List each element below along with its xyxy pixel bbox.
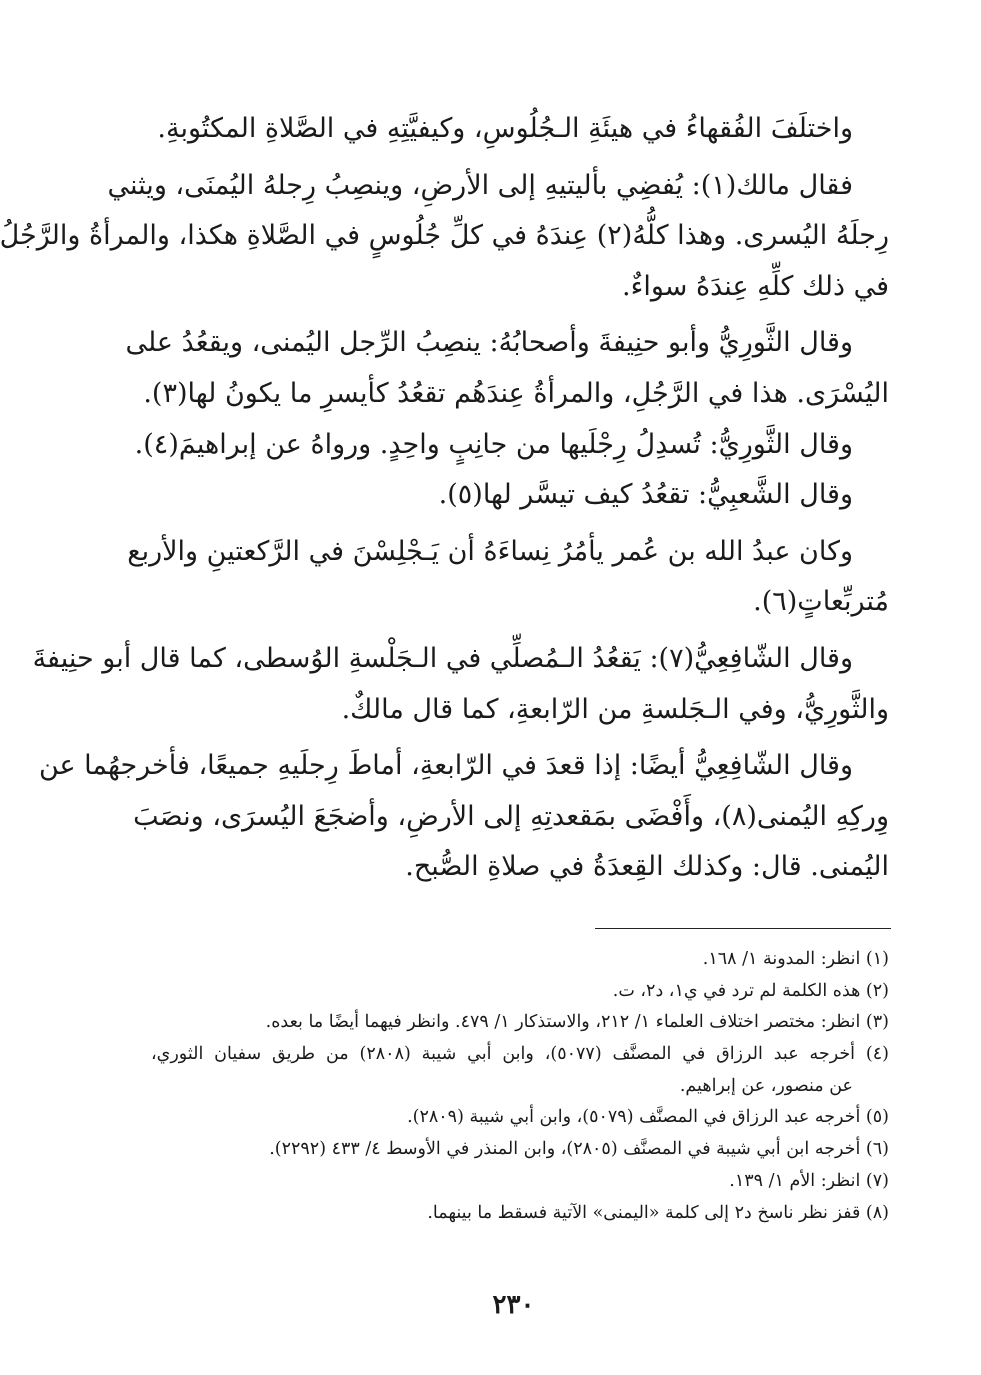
text-line: وِركِهِ اليُمنى(٨)، وأَفْضَى بمَقعدتِهِ إلى الأرضِ، وأضجَعَ اليُسرَى، ونصَبَ <box>133 800 889 832</box>
text-line: رِجلَهُ اليُسرى. وهذا كلُّهُ(٢) عِندَهُ في كلِّ جُلُوسٍ في الصَّلاةِ هكذا، والمرأةُ والرَّجُلُ <box>0 220 889 252</box>
footnote-line: (٦) أخرجه ابن أبي شيبة في المصنَّف (٢٨٠٥)، وابن المنذر في الأوسط ٤/ ٤٣٣ (٢٢٩٢). <box>269 1139 889 1160</box>
footnote-line: (٢) هذه الكلمة لم ترد في ي١، د٢، ت. <box>612 980 889 1001</box>
text-line: وقال الشَّعبِيُّ: تقعُدُ كيف تيسَّر لها(٥). <box>438 479 853 511</box>
footnote-line: عن منصور، عن إبراهيم. <box>679 1075 853 1096</box>
text-line: اليُسْرَى. هذا في الرَّجُلِ، والمرأةُ عِندَهُم تقعُدُ كأيسرِ ما يكونُ لها(٣). <box>143 377 889 409</box>
text-line: في ذلك كلِّهِ عِندَهُ سواءٌ. <box>622 270 889 302</box>
text-line: وقال الشّافِعِيُّ(٧): يَقعُدُ الـمُصلِّي في الـجَلْسةِ الوُسطى، كما قال أبو حنِيفةَ <box>32 642 853 674</box>
text-line: واختلَفَ الفُقهاءُ في هيئَةِ الـجُلُوسِ، وكيفيَّتِهِ في الصَّلاةِ المكتُوبةِ. <box>157 113 853 144</box>
footnote-line: (٣) انظر: مختصر اختلاف العلماء ١/ ٢١٢، والاستذكار ١/ ٤٧٩. وانظر فيهما أيضًا ما بعده. <box>265 1012 889 1033</box>
text-line: وكان عبدُ الله بن عُمر يأمُرُ نِساءَهُ أن يَـجْلِسْنَ في الرَّكعتينِ والأربع <box>127 535 853 567</box>
footnote-line: (١) انظر: المدونة ١/ ١٦٨. <box>702 949 889 969</box>
footnote-line: (٤) أخرجه عبد الرزاق في المصنَّف (٥٠٧٧)، وابن أبي شيبة (٢٨٠٨) من طريق سفيان الثوري، <box>151 1044 889 1065</box>
main-text-body <box>0 104 889 893</box>
text-line: وقال الثَّورِيُّ وأبو حنِيفةَ وأصحابُهُ: ينصِبُ الرِّجل اليُمنى، ويقعُدُ على <box>125 327 853 359</box>
text-line: والثَّورِيُّ، وفي الـجَلسةِ من الرّابعةِ، كما قال مالكٌ. <box>341 693 889 725</box>
footnote-line: (٧) انظر: الأم ١/ ١٣٩. <box>729 1170 889 1191</box>
footnote-line: (٥) أخرجه عبد الرزاق في المصنَّف (٥٠٧٩)، وابن أبي شيبة (٢٨٠٩). <box>407 1107 889 1128</box>
footnote-line: (٨) قفز نظر ناسخ د٢ إلى كلمة «اليمنى» الآتية فسقط ما بينهما. <box>427 1202 889 1223</box>
page-number: ٢٣٠ <box>492 1290 535 1320</box>
text-line: وقال الثَّورِيُّ: تُسدِلُ رِجْلَيها من جانِبٍ واحِدٍ. ورواهُ عن إبراهيمَ(٤). <box>134 428 853 460</box>
text-line: اليُمنى. قال: وكذلك القِعدَةُ في صلاةِ الصُّبح. <box>405 851 889 883</box>
footnote-separator <box>595 928 891 929</box>
text-line: مُتربِّعاتٍ(٦). <box>753 586 889 618</box>
footnotes <box>151 944 889 1229</box>
text-line: وقال الشّافِعِيُّ أيضًا: إذا قعدَ في الرّابعةِ، أماطَ رِجلَيهِ جميعًا، فأخرجهُما عن <box>38 750 853 782</box>
text-line: فقال مالك(١): يُفضِي بأليتيهِ إلى الأرضِ، وينصِبُ رِجلهُ اليُمنَى، ويثني <box>107 169 853 201</box>
